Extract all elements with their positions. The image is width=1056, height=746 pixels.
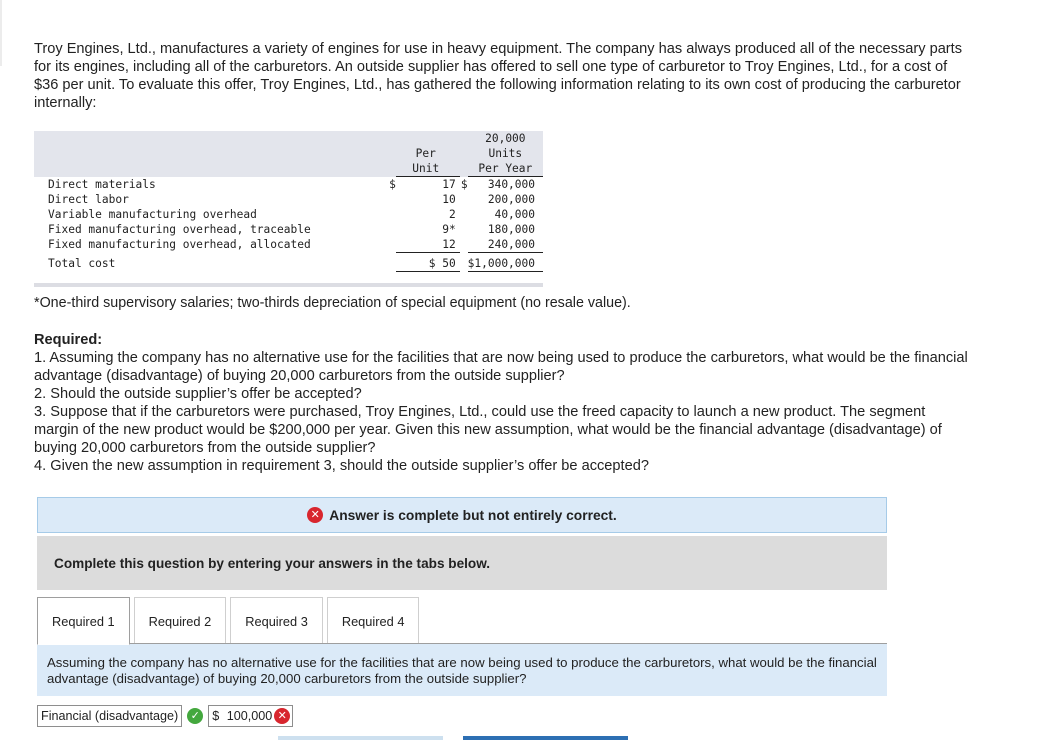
instruction-banner xyxy=(37,536,887,590)
required-item-2: 2. Should the outside supplier’s offer be accepted? xyxy=(34,386,362,402)
total-unit: $ 50 xyxy=(396,253,460,272)
required-item-4: 4. Given the new assumption in requirement 3, should the outside supplier’s offer be accepted? xyxy=(34,458,649,474)
tab-required-4[interactable]: Required 4 xyxy=(327,597,420,644)
status-message: Answer is complete but not entirely correct. xyxy=(329,507,617,523)
total-label: Total cost xyxy=(48,257,116,270)
answer-label: Financial (disadvantage) xyxy=(37,705,182,727)
table-row: Variable manufacturing overhead 2 40,000 xyxy=(48,208,535,221)
tab-bar xyxy=(37,597,423,644)
tab-required-1[interactable]: Required 1 xyxy=(37,597,130,645)
answer-input[interactable] xyxy=(208,705,293,727)
required-title: Required: xyxy=(34,332,103,348)
header-per: Per xyxy=(396,146,460,161)
required-item-3: 3. Suppose that if the carburetors were purchased, Troy Engines, Ltd., could use the freed capacity to launch a new product. The segment margin of the new product would be $200,000 per year. Given this new assumption, what would be the financial advantage (disadvantage) of buying 20,000 carburetors from the outside supplier? xyxy=(34,404,942,456)
page-edge-line xyxy=(0,0,2,66)
required-item-1: 1. Assuming the company has no alternative use for the facilities that are now being used to produce the carburetors, what would be the financial advantage (disadvantage) of buying 20,000 carburetors from the outside supplier? xyxy=(34,350,968,384)
question-panel xyxy=(37,644,887,696)
question-text: Assuming the company has no alternative use for the facilities that are now being used to produce the carburetors, what would be the financial advantage (disadvantage) of buying 20,000 carburetors from the outside supplier? xyxy=(47,655,877,686)
incorrect-icon: ✕ xyxy=(307,507,323,523)
table-bottom-bar xyxy=(34,283,543,287)
footnote: *One-third supervisory salaries; two-thirds depreciation of special equipment (no resale value). xyxy=(34,295,631,311)
cost-table xyxy=(34,131,543,272)
check-icon: ✓ xyxy=(187,708,203,724)
answer-row xyxy=(37,705,293,727)
table-row: Fixed manufacturing overhead, traceable 9* 180,000 xyxy=(48,223,535,236)
header-unit: Unit xyxy=(396,161,460,177)
table-total-row xyxy=(34,253,543,272)
tab-required-3[interactable]: Required 3 xyxy=(230,597,323,644)
instruction-text: Complete this question by entering your answers in the tabs below. xyxy=(54,555,491,571)
answer-status-banner xyxy=(37,497,887,533)
currency-symbol: $ xyxy=(212,709,220,723)
prev-button[interactable] xyxy=(278,736,443,740)
header-units: Units xyxy=(468,146,543,161)
problem-intro: Troy Engines, Ltd., manufactures a variety of engines for use in heavy equipment. The company has always produced all of the necessary parts for its engines, including all of the carburetors. An outside supplier has offered to sell one type of carburetor to Troy Engines, Ltd., for a cost of $36 per unit. To evaluate this offer, Troy Engines, Ltd., has gathered the following information relating to its own cost of producing the carburetor internally: xyxy=(34,41,963,111)
total-year: $1,000,000 xyxy=(468,253,543,272)
required-section xyxy=(34,331,969,475)
tab-required-2[interactable]: Required 2 xyxy=(134,597,227,644)
next-button[interactable] xyxy=(463,736,628,740)
incorrect-icon: ✕ xyxy=(274,708,290,724)
table-row: Fixed manufacturing overhead, allocated 12 240,000 xyxy=(34,237,543,253)
header-20000: 20,000 xyxy=(468,131,543,146)
header-per-year: Per Year xyxy=(468,161,543,177)
table-row: Direct labor 10 200,000 xyxy=(48,193,535,206)
table-row: Direct materials $ 17 $ 340,000 xyxy=(48,177,535,191)
answer-value[interactable]: 100,000 xyxy=(226,709,273,723)
